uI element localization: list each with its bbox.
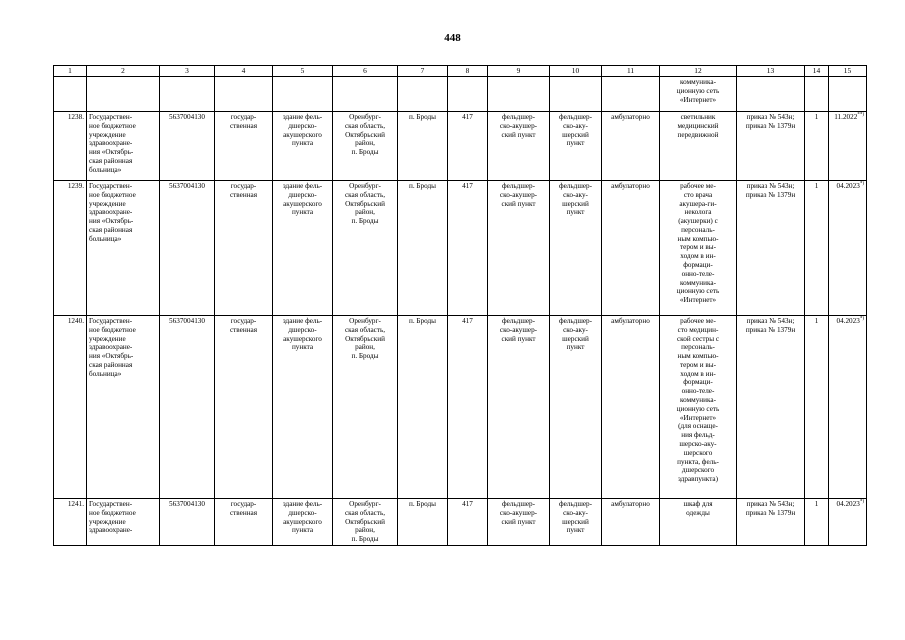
col-header: 3: [160, 66, 215, 77]
equipment-cell: шкаф для одежды: [660, 499, 737, 546]
population-cell: 417: [448, 316, 488, 499]
col-header: 13: [737, 66, 805, 77]
inn-cell: 5637004130: [160, 316, 215, 499]
settlement-cell: п. Броды: [398, 181, 448, 316]
col-header: 1: [54, 66, 87, 77]
row-number-cell: 1239.: [54, 181, 87, 316]
continuation-row: [54, 77, 867, 112]
col-header: 15: [829, 66, 867, 77]
footnote-marker: **): [857, 112, 864, 118]
col-header: 5: [273, 66, 333, 77]
col-header: 12: [660, 66, 737, 77]
ownership-cell: государ- ственная: [215, 499, 273, 546]
equipment-cell: коммуника- ционную сеть «Интернет»: [660, 77, 737, 112]
address-cell: Оренбург- ская область, Октябрьский район, п. Броды: [333, 316, 398, 499]
col-header: 8: [448, 66, 488, 77]
page-number: 448: [444, 32, 461, 44]
equipment-table: [53, 65, 867, 546]
col-header: 6: [333, 66, 398, 77]
settlement-cell: п. Броды: [398, 316, 448, 499]
table-row: [54, 181, 867, 316]
care-type-cell: амбулаторно: [602, 112, 660, 181]
building-cell: здание фель- дшерско- акушерского пункта: [273, 181, 333, 316]
address-cell: Оренбург- ская область, Октябрьский район, п. Броды: [333, 499, 398, 546]
unit-type-cell: фельдшер- ско-аку- шерский пункт: [550, 316, 602, 499]
ownership-cell: государ- ственная: [215, 112, 273, 181]
order-cell: приказ № 543н; приказ № 1379н: [737, 181, 805, 316]
date-cell: 04.2023*): [829, 316, 867, 499]
date-cell: 04.2023*): [829, 181, 867, 316]
col-header: 14: [805, 66, 829, 77]
table-row: [54, 316, 867, 499]
order-cell: приказ № 543н; приказ № 1379н: [737, 316, 805, 499]
header-row: [54, 66, 867, 77]
table-row: [54, 499, 867, 546]
unit-cell: фельдшер- ско-акушер- ский пункт: [488, 499, 550, 546]
population-cell: 417: [448, 112, 488, 181]
inn-cell: 5637004130: [160, 181, 215, 316]
organization-cell: Государствен- ное бюджетное учреждение здравоохране-: [87, 499, 160, 546]
organization-cell: Государствен- ное бюджетное учреждение здравоохране- ния «Октябрь- ская районная больница»: [87, 181, 160, 316]
quantity-cell: 1: [805, 112, 829, 181]
address-cell: Оренбург- ская область, Октябрьский район, п. Броды: [333, 112, 398, 181]
address-cell: Оренбург- ская область, Октябрьский район, п. Броды: [333, 181, 398, 316]
unit-type-cell: фельдшер- ско-аку- шерский пункт: [550, 499, 602, 546]
row-number-cell: 1241.: [54, 499, 87, 546]
unit-type-cell: фельдшер- ско-аку- шерский пункт: [550, 112, 602, 181]
ownership-cell: государ- ственная: [215, 316, 273, 499]
footnote-marker: *): [859, 316, 864, 322]
building-cell: здание фель- дшерско- акушерского пункта: [273, 499, 333, 546]
organization-cell: Государствен- ное бюджетное учреждение здравоохране- ния «Октябрь- ская районная больница»: [87, 112, 160, 181]
row-number-cell: 1240.: [54, 316, 87, 499]
col-header: 7: [398, 66, 448, 77]
col-header: 9: [488, 66, 550, 77]
row-number-cell: 1238.: [54, 112, 87, 181]
building-cell: здание фель- дшерско- акушерского пункта: [273, 112, 333, 181]
population-cell: 417: [448, 181, 488, 316]
col-header: 10: [550, 66, 602, 77]
quantity-cell: 1: [805, 316, 829, 499]
footnote-marker: *): [859, 181, 864, 187]
equipment-cell: рабочее ме- сто врача акушера-ги- неколога (акушерки) с персональ- ным компью- тером и вы- ходом в ин- формаци- онно-теле- коммуника- ционную сеть «Интернет»: [660, 181, 737, 316]
unit-cell: фельдшер- ско-акушер- ский пункт: [488, 112, 550, 181]
care-type-cell: амбулаторно: [602, 181, 660, 316]
settlement-cell: п. Броды: [398, 499, 448, 546]
order-cell: приказ № 543н; приказ № 1379н: [737, 499, 805, 546]
care-type-cell: амбулаторно: [602, 499, 660, 546]
population-cell: 417: [448, 499, 488, 546]
building-cell: здание фель- дшерско- акушерского пункта: [273, 316, 333, 499]
ownership-cell: государ- ственная: [215, 181, 273, 316]
unit-cell: фельдшер- ско-акушер- ский пункт: [488, 316, 550, 499]
equipment-cell: светильник медицинский передвижной: [660, 112, 737, 181]
col-header: 2: [87, 66, 160, 77]
unit-cell: фельдшер- ско-акушер- ский пункт: [488, 181, 550, 316]
order-cell: приказ № 543н; приказ № 1379н: [737, 112, 805, 181]
table-row: [54, 112, 867, 181]
date-cell: 11.2022**): [829, 112, 867, 181]
settlement-cell: п. Броды: [398, 112, 448, 181]
equipment-cell: рабочее ме- сто медицин- ской сестры с персональ- ным компью- тером и вы- ходом в ин- формаци- онно-теле- коммуника- ционную сеть «Интернет» (для оснаще- ния фельд- шерско-аку- шерского пункта, фель- дшерского здравпункта): [660, 316, 737, 499]
col-header: 4: [215, 66, 273, 77]
col-header: 11: [602, 66, 660, 77]
inn-cell: 5637004130: [160, 499, 215, 546]
organization-cell: Государствен- ное бюджетное учреждение здравоохране- ния «Октябрь- ская районная больница»: [87, 316, 160, 499]
unit-type-cell: фельдшер- ско-аку- шерский пункт: [550, 181, 602, 316]
quantity-cell: 1: [805, 499, 829, 546]
care-type-cell: амбулаторно: [602, 316, 660, 499]
inn-cell: 5637004130: [160, 112, 215, 181]
footnote-marker: *): [859, 499, 864, 505]
quantity-cell: 1: [805, 181, 829, 316]
date-cell: 04.2023*): [829, 499, 867, 546]
